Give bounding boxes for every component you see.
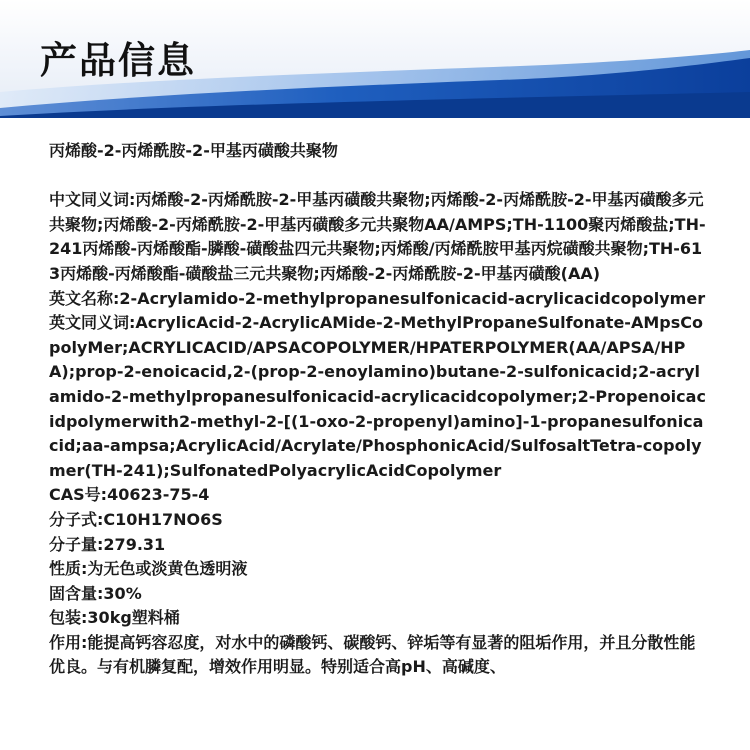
field-row: [49, 508, 709, 533]
field-label: 包装: [49, 608, 82, 628]
field-value: 279.31: [103, 534, 166, 554]
field-value: 30kg塑料桶: [87, 608, 180, 628]
spacer: [49, 164, 709, 189]
field-separator: :: [81, 559, 88, 579]
header-banner: [0, 0, 750, 118]
field-separator: :: [129, 190, 136, 210]
field-value: 2-Acrylamido-2-methylpropanesulfonicacid-acrylicacidcopolymer: [119, 288, 706, 308]
field-row: [49, 533, 709, 558]
field-value: 丙烯酸-2-丙烯酰胺-2-甲基丙磺酸共聚物;丙烯酸-2-丙烯酰胺-2-甲基丙磺酸多元共聚物;丙烯酸-2-丙烯酰胺-2-甲基丙磺酸多元共聚物AA/AMPS;TH-1100聚丙烯酸盐;TH-241丙烯酸-丙烯酸酯-膦酸-磺酸盐四元共聚物;丙烯酸/丙烯酰胺甲基丙烷磺酸共聚物;TH-613丙烯酸-丙烯酸酯-磺酸盐三元共聚物;丙烯酸-2-丙烯酰胺-2-甲基丙磺酸(AA): [49, 190, 706, 283]
field-label: 英文名称: [49, 288, 114, 308]
product-name: 丙烯酸-2-丙烯酰胺-2-甲基丙磺酸共聚物: [49, 141, 338, 160]
field-row: [49, 631, 709, 680]
field-label: 分子式: [49, 509, 98, 529]
field-label: 固含量: [49, 583, 98, 603]
field-value: 能提高钙容忍度，对水中的磷酸钙、碳酸钙、锌垢等有显著的阻垢作用，并且分散性能优良。与有机膦复配，增效作用明显。特别适合高pH、高碱度、: [49, 632, 696, 677]
field-separator: :: [81, 608, 88, 628]
field-separator: :: [97, 583, 104, 603]
field-row: [49, 188, 709, 286]
banner-title: 产品信息: [40, 39, 196, 82]
field-separator: :: [97, 509, 104, 529]
field-value: 30%: [103, 583, 142, 603]
field-separator: :: [81, 632, 88, 652]
field-row: [49, 287, 709, 312]
product-info: [49, 139, 709, 680]
field-value: C10H17NO6S: [103, 509, 223, 529]
field-label: 分子量: [49, 534, 98, 554]
field-label: 英文同义词: [49, 313, 130, 333]
field-value: 40623-75-4: [107, 485, 210, 505]
field-row: [49, 483, 709, 508]
field-value: AcrylicAcid-2-AcrylicAMide-2-MethylPropaneSulfonate-AMpsCopolyMer;ACRYLICACID/APSACOPOLYMER/HPATERPOLYMER(AA/APSA/HPA);prop-2-enoicacid,2-(prop-2-enoylamino)butane-2-sulfonicacid;2-acrylamido-2-methylpropanesulfonicacid-acrylicacidcopolymer;2-Propenoicacidpolymerwith2-methyl-2-[(1-oxo-2-propenyl)amino]-1-propanesulfonicacid;aa-ampsa;AcrylicAcid/Acrylate/PhosphonicAcid/SulfosaltTetra-copolymer(TH-241);SulfonatedPolyacrylicAcidCopolymer: [49, 313, 706, 480]
field-separator: :: [100, 485, 108, 505]
field-row: [49, 557, 709, 582]
field-label: 性质: [49, 559, 82, 579]
field-list: [49, 188, 709, 680]
field-value: 为无色或淡黄色透明液: [87, 559, 248, 579]
field-separator: :: [113, 288, 120, 308]
field-row: [49, 582, 709, 607]
field-separator: :: [97, 534, 104, 554]
field-row: [49, 311, 709, 483]
field-label: 中文同义词: [49, 190, 130, 210]
field-label: CAS号: [49, 485, 101, 505]
field-separator: :: [129, 313, 136, 333]
field-label: 作用: [49, 632, 82, 652]
field-row: [49, 606, 709, 631]
